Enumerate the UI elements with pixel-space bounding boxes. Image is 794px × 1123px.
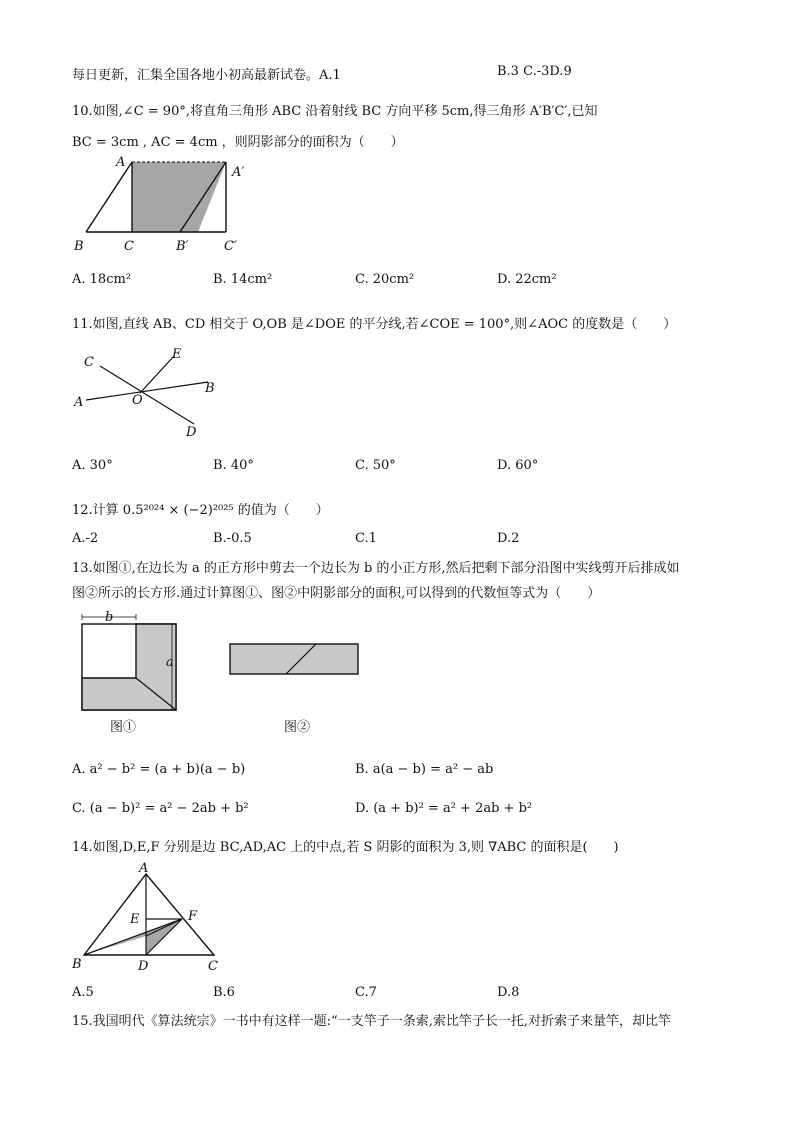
q10-option-d[interactable]: D. 22cm²: [497, 272, 557, 287]
q11-label-D: D: [186, 425, 197, 440]
q11-label-C: C: [84, 355, 94, 370]
q10-label-B-prime: B′: [176, 239, 189, 254]
q14-label-A: A: [139, 861, 149, 876]
q11-label-E: E: [172, 347, 182, 362]
q11-angle-figure: [70, 340, 230, 440]
q11-label-O: O: [132, 393, 143, 408]
q14-triangle-figure: [66, 860, 236, 980]
q10-label-B: B: [74, 239, 84, 254]
q11-line1: 11.如图,直线 AB、CD 相交于 O,OB 是∠DOE 的平分线,若∠COE = 100°,则∠AOC 的度数是（ ）: [72, 317, 677, 332]
q10-label-C: C: [124, 239, 134, 254]
q13-square-figure: [70, 606, 190, 746]
q14-label-B: B: [72, 957, 82, 972]
q11-label-B: B: [205, 381, 215, 396]
q13-label-fig2: 图②: [284, 720, 311, 735]
header-options: B.3 C.-3D.9: [497, 64, 572, 79]
q10-shaded-region: [132, 162, 226, 232]
q10-translation-figure: [66, 150, 256, 260]
q14-line1: 14.如图,D,E,F 分别是边 BC,AD,AC 上的中点,若 S 阴影的面积为 3,则 ∇ABC 的面积是( ): [72, 840, 619, 855]
q13-option-a[interactable]: A. a² − b² = (a + b)(a − b): [72, 762, 246, 777]
q14-label-C: C: [208, 959, 218, 974]
q10-line1: 10.如图,∠C = 90°,将直角三角形 ABC 沿着射线 BC 方向平移 5cm,得三角形 A′B′C′,已知: [72, 104, 598, 119]
q13-option-c[interactable]: C. (a − b)² = a² − 2ab + b²: [72, 801, 249, 816]
q10-label-C-prime: C′: [224, 239, 237, 254]
q14-option-a[interactable]: A.5: [72, 985, 94, 1000]
q11-option-a[interactable]: A. 30°: [72, 458, 113, 473]
q11-option-c[interactable]: C. 50°: [355, 458, 396, 473]
q10-label-A-prime: A′: [232, 165, 245, 180]
q13-label-a: a: [166, 655, 174, 670]
q12-option-c[interactable]: C.1: [355, 531, 377, 546]
q13-label-fig1: 图①: [110, 720, 137, 735]
q15-line1: 15.我国明代《算法统宗》一书中有这样一题:“一支竿子一条索,索比竿子长一托,对折索子来量竿，却比竿: [72, 1014, 671, 1029]
q10-option-b[interactable]: B. 14cm²: [213, 272, 273, 287]
q13-label-b: b: [105, 610, 114, 625]
q10-option-a[interactable]: A. 18cm²: [72, 272, 132, 287]
q13-option-b[interactable]: B. a(a − b) = a² − ab: [355, 762, 494, 777]
q11-option-b[interactable]: B. 40°: [213, 458, 254, 473]
q14-option-b[interactable]: B.6: [213, 985, 235, 1000]
q14-label-D: D: [138, 959, 149, 974]
q13-line2: 图②所示的长方形.通过计算图①、图②中阴影部分的面积,可以得到的代数恒等式为（ ）: [72, 586, 601, 601]
q10-line2: BC = 3cm , AC = 4cm ，则阴影部分的面积为（ ）: [72, 135, 404, 150]
q10-option-c[interactable]: C. 20cm²: [355, 272, 415, 287]
q14-label-E: E: [130, 912, 140, 927]
q13-option-d[interactable]: D. (a + b)² = a² + 2ab + b²: [355, 801, 533, 816]
q14-option-c[interactable]: C.7: [355, 985, 377, 1000]
q14-option-d[interactable]: D.8: [497, 985, 520, 1000]
q11-option-d[interactable]: D. 60°: [497, 458, 539, 473]
q13-line1: 13.如图①,在边长为 a 的正方形中剪去一个边长为 b 的小正方形,然后把剩下部分沿图中实线剪开后排成如: [72, 561, 680, 576]
q13-rectangle-figure: [222, 636, 372, 746]
q14-label-F: F: [188, 909, 198, 924]
q11-label-A: A: [74, 395, 84, 410]
q12-option-d[interactable]: D.2: [497, 531, 520, 546]
q12-option-b[interactable]: B.-0.5: [213, 531, 252, 546]
q12-line1: 12.计算 0.5²⁰²⁴ × (−2)²⁰²⁵ 的值为（ ）: [72, 503, 329, 518]
q10-label-A: A: [116, 155, 126, 170]
q12-option-a[interactable]: A.-2: [72, 531, 99, 546]
header-ad-text: 每日更新，汇集全国各地小初高最新试卷。A.1: [72, 68, 341, 83]
